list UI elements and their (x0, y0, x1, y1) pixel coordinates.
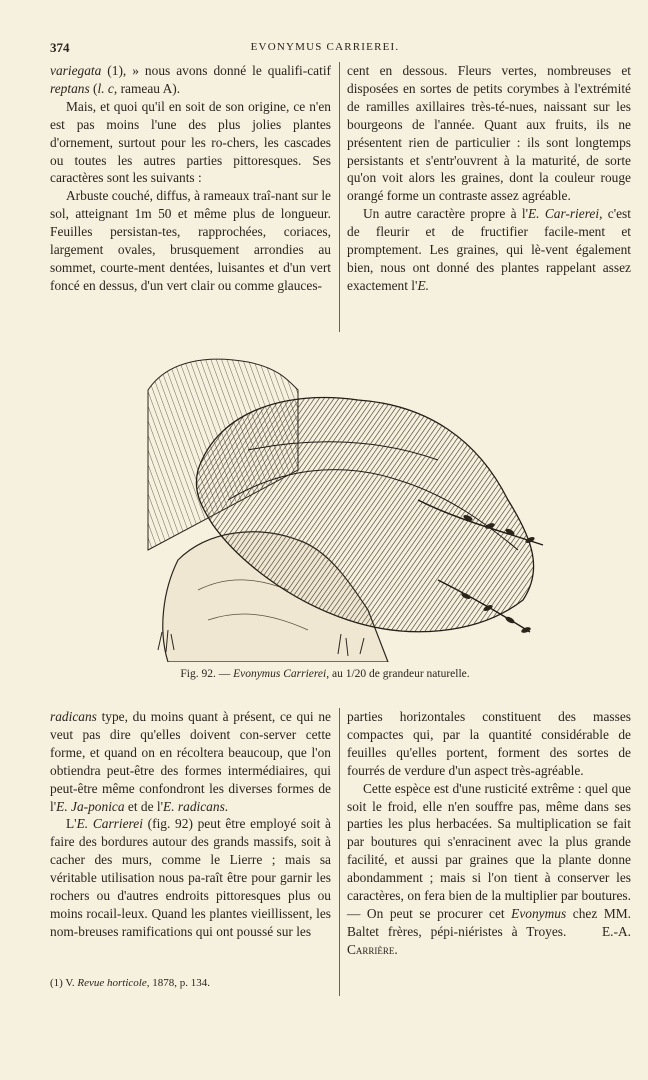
text-span: 1878, p. 134. (149, 977, 210, 989)
italic-text: E. (417, 277, 429, 293)
paragraph: parties horizontales constituent des masses compactes qui, par la quantité considérable de feuilles qu'elles portent, forment des sortes de fourrés de verdure d'un aspect très-agréable. (347, 709, 631, 778)
paragraph (347, 205, 631, 295)
column-top-left (50, 62, 331, 295)
italic-text: E. Ja-ponica (56, 798, 125, 814)
italic-text: l. c, (97, 80, 118, 96)
text-span: , c'est de fleurir et de fructifier facile-ment et promptement. Les graines, qui lè-vent également bien, nous ont donné des plantes rappelant assez exactement l' (347, 206, 631, 293)
paragraph: cent en dessous. Fleurs vertes, nombreuses et disposées en sortes de petits corymbes à l'extrémité de ramilles axillaires très-té-nues, naissant sur les bourgeons de l'année. Quant aux fruits, ils ne présentent rien de particulier : ils sont longtemps persistants et s'entr'ouvrent à la maturité, de sorte qu'on voit alors les graines, dont la couleur rouge orangé forme un contraste assez agréable. (347, 63, 631, 204)
footnote (50, 976, 331, 990)
text-span: (1) V. (50, 977, 78, 989)
text-span: L' (66, 816, 77, 832)
italic-text: radicans (50, 709, 97, 724)
author-signature: E.-A. Carrière. (347, 923, 631, 957)
text-span: ( (89, 80, 98, 96)
column-top-right (347, 62, 631, 295)
text-span: (1), » nous avons donné le qualifi-catif (101, 63, 331, 78)
text-span: et de l' (124, 798, 164, 814)
text-span: Cette espèce est d'une rusticité extrême : quel que soit le froid, elle n'en souffre pas, même dans ses parties les plus herbacées. Sa multiplication se fait par boutures qui s'enracinent avec la plus grande facilité, et aussi par graines que la plante donne abondamment ; mais si l'on tient à conserver les caractères, on fera bien de la multiplier par boutures. — On peut se procurer cet (347, 780, 631, 921)
caption-suffix: au 1/20 de grandeur naturelle. (329, 668, 470, 680)
paragraph (347, 780, 631, 959)
column-bottom-right (347, 708, 631, 959)
paragraph (50, 815, 331, 940)
italic-text: E. Car-rierei (527, 206, 600, 222)
italic-text: reptans (50, 80, 90, 96)
text-span: rameau A). (117, 80, 181, 96)
italic-text: Evonymus (511, 905, 567, 921)
column-bottom-left (50, 708, 331, 941)
italic-text: variegata (50, 63, 102, 78)
column-divider (339, 708, 340, 996)
text-span: . (224, 798, 229, 814)
plant-engraving-illustration (138, 350, 550, 662)
page-header (50, 40, 600, 58)
text-span: type, du moins quant à présent, ce qui ne veut pas dire qu'elles doivent con-server cette forme, et quand on en récoltera beaucoup, que l'on obtiendra peut-être des formes intermédiaires, qui peut-être même confondront les diverses formes de l' (50, 709, 331, 814)
italic-text: Revue horticole, (77, 977, 150, 989)
text-span: (fig. 92) peut être employé soit à faire des bordures autour des grands massifs, soit à cacher des murs, comme le Lierre ; mais sa véritable utilisation nous pa-raît être pour garnir les rochers ou d'autres endroits pittoresques plus ou moins rocail-leux. Quand les plantes vieillissent, les nom-breuses ramifications qui ont poussé sur les (50, 816, 331, 939)
paragraph: Arbuste couché, diffus, à rameaux traî-nant sur le sol, atteignant 1m 50 et même plus de longueur. Feuilles persistan-tes, rapprochées, coriaces, largement ovales, brusquement arrondies au sommet, courte-ment dentées, luisantes et d'un vert foncé en dessus, d'un vert clair ou comme glauces- (50, 188, 331, 293)
text-span: Un autre caractère propre à l' (363, 206, 528, 222)
figure-caption (50, 668, 600, 680)
text-span: chez MM. Baltet frères, pépi-niéristes à Troyes. (347, 905, 631, 939)
italic-text: E. radicans (163, 798, 225, 814)
paragraph (50, 708, 331, 815)
caption-species: Evonymus Carrierei, (233, 668, 330, 680)
paragraph: Mais, et quoi qu'il en soit de son origine, ce n'en est pas moins l'une des plus jolies plantes d'ornement, surtout pour les ro-chers, les cascades ou toutes les autres parties pittoresques. Ses caractères sont les suivants : (50, 98, 331, 186)
running-title: EVONYMUS CARRIEREI. (250, 41, 400, 53)
paragraph (50, 62, 331, 98)
caption-prefix: Fig. 92. — (180, 668, 234, 680)
italic-text: E. Carrierei (76, 816, 143, 832)
page-number: 374 (50, 40, 70, 55)
column-divider (339, 62, 340, 332)
